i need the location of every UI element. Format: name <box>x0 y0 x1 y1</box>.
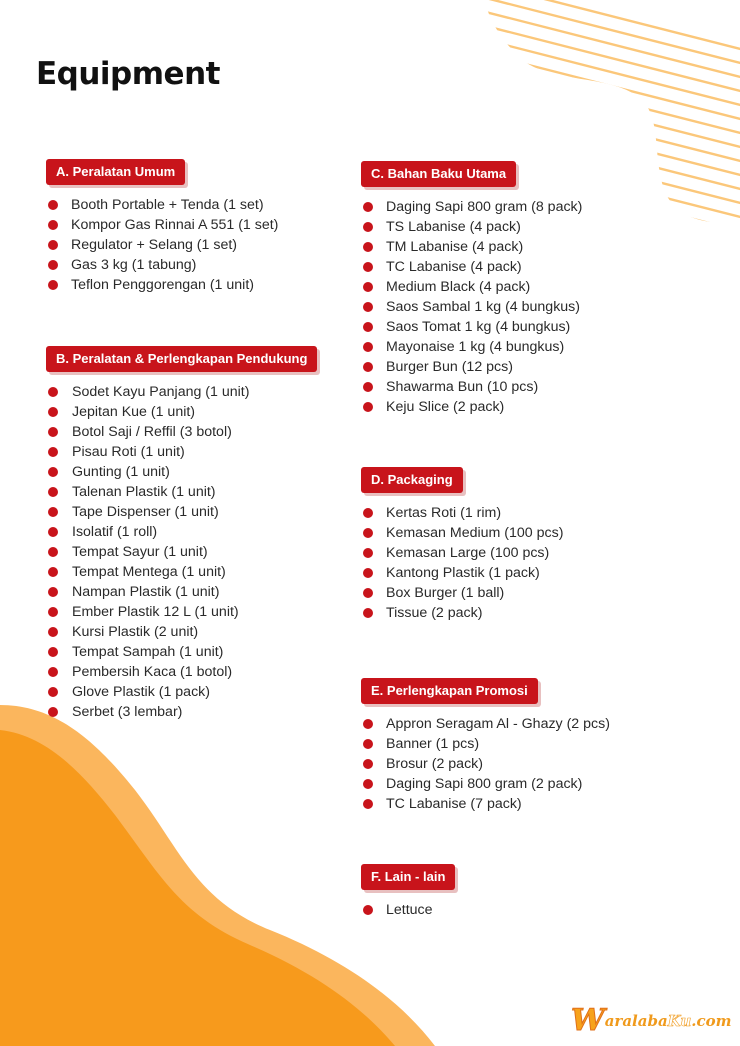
list-item: Banner (1 pcs) <box>361 734 610 754</box>
waralabaku-logo <box>571 1003 736 1041</box>
list-item: Sodet Kayu Panjang (1 unit) <box>46 382 317 402</box>
logo-suffix: .com <box>691 1012 732 1030</box>
list-item: Kompor Gas Rinnai A 551 (1 set) <box>46 215 278 235</box>
list-item: TC Labanise (4 pack) <box>361 257 582 277</box>
section-label: F. Lain - lain <box>361 864 455 890</box>
section-peralatan-pendukung <box>46 346 317 722</box>
section-bahan-baku-utama <box>361 161 582 417</box>
list-item: Saos Sambal 1 kg (4 bungkus) <box>361 297 582 317</box>
list-item: Pembersih Kaca (1 botol) <box>46 662 317 682</box>
list-item: Keju Slice (2 pack) <box>361 397 582 417</box>
item-list <box>361 714 610 814</box>
list-item: Burger Bun (12 pcs) <box>361 357 582 377</box>
list-item: Talenan Plastik (1 unit) <box>46 482 317 502</box>
list-item: Mayonaise 1 kg (4 bungkus) <box>361 337 582 357</box>
list-item: TC Labanise (7 pack) <box>361 794 610 814</box>
section-perlengkapan-promosi <box>361 678 610 814</box>
logo-text: aralaba <box>604 1012 668 1030</box>
list-item: Pisau Roti (1 unit) <box>46 442 317 462</box>
item-list <box>361 900 455 920</box>
list-item: Tempat Mentega (1 unit) <box>46 562 317 582</box>
list-item: Ember Plastik 12 L (1 unit) <box>46 602 317 622</box>
list-item: Kertas Roti (1 rim) <box>361 503 563 523</box>
page-title: Equipment <box>36 56 220 92</box>
list-item: Gas 3 kg (1 tabung) <box>46 255 278 275</box>
item-list <box>46 195 278 295</box>
list-item: Tempat Sampah (1 unit) <box>46 642 317 662</box>
list-item: Daging Sapi 800 gram (2 pack) <box>361 774 610 794</box>
list-item: Gunting (1 unit) <box>46 462 317 482</box>
logo-initial: W <box>571 1003 605 1038</box>
item-list <box>361 197 582 417</box>
list-item: Shawarma Bun (10 pcs) <box>361 377 582 397</box>
section-label: E. Perlengkapan Promosi <box>361 678 538 704</box>
list-item: Saos Tomat 1 kg (4 bungkus) <box>361 317 582 337</box>
list-item: Jepitan Kue (1 unit) <box>46 402 317 422</box>
item-list <box>46 382 317 722</box>
list-item: Teflon Penggorengan (1 unit) <box>46 275 278 295</box>
list-item: Regulator + Selang (1 set) <box>46 235 278 255</box>
list-item: Lettuce <box>361 900 455 920</box>
list-item: Appron Seragam Al - Ghazy (2 pcs) <box>361 714 610 734</box>
list-item: Tissue (2 pack) <box>361 603 563 623</box>
list-item: TS Labanise (4 pack) <box>361 217 582 237</box>
list-item: TM Labanise (4 pack) <box>361 237 582 257</box>
list-item: Kemasan Medium (100 pcs) <box>361 523 563 543</box>
logo-text-highlight: Ku <box>667 1012 692 1030</box>
list-item: Kantong Plastik (1 pack) <box>361 563 563 583</box>
list-item: Daging Sapi 800 gram (8 pack) <box>361 197 582 217</box>
item-list <box>361 503 563 623</box>
list-item: Kemasan Large (100 pcs) <box>361 543 563 563</box>
section-label: D. Packaging <box>361 467 463 493</box>
list-item: Medium Black (4 pack) <box>361 277 582 297</box>
list-item: Box Burger (1 ball) <box>361 583 563 603</box>
section-peralatan-umum <box>46 159 278 295</box>
list-item: Kursi Plastik (2 unit) <box>46 622 317 642</box>
section-packaging <box>361 467 563 623</box>
list-item: Botol Saji / Reffil (3 botol) <box>46 422 317 442</box>
list-item: Isolatif (1 roll) <box>46 522 317 542</box>
list-item: Brosur (2 pack) <box>361 754 610 774</box>
list-item: Booth Portable + Tenda (1 set) <box>46 195 278 215</box>
list-item: Serbet (3 lembar) <box>46 702 317 722</box>
section-label: B. Peralatan & Perlengkapan Pendukung <box>46 346 317 372</box>
section-lain-lain <box>361 864 455 920</box>
section-label: A. Peralatan Umum <box>46 159 185 185</box>
section-label: C. Bahan Baku Utama <box>361 161 516 187</box>
list-item: Glove Plastik (1 pack) <box>46 682 317 702</box>
list-item: Nampan Plastik (1 unit) <box>46 582 317 602</box>
list-item: Tempat Sayur (1 unit) <box>46 542 317 562</box>
list-item: Tape Dispenser (1 unit) <box>46 502 317 522</box>
